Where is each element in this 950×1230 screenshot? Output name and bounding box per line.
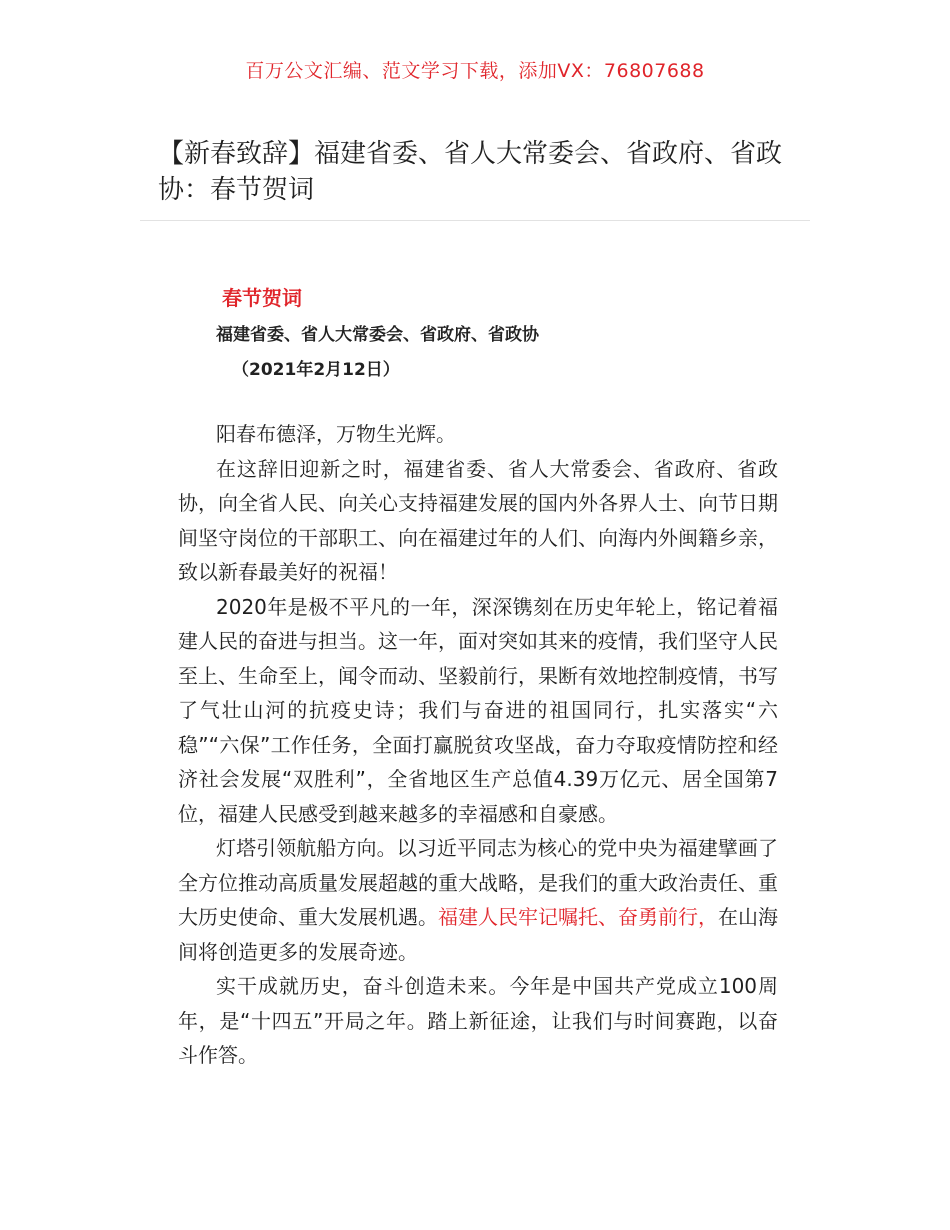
paragraph-3: 2020年是极不平凡的一年，深深镌刻在历史年轮上，铭记着福建人民的奋进与担当。这一年，面对突如其来的疫情，我们坚守人民至上、生命至上，闻令而动、坚毅前行，果断有效地控制疫情，书写了气壮山河的抗疫史诗；我们与奋进的祖国同行，扎实落实“六稳”“六保”工作任务，全面打赢脱贫攻坚战，奋力夺取疫情防控和经济社会发展“双胜利”，全省地区生产总值4.39万亿元、居全国第7位，福建人民感受到越来越多的幸福感和自豪感。 — [178, 594, 778, 826]
paragraph-4 — [178, 831, 778, 969]
promo-banner: 百万公文汇编、范文学习下载，添加VX：76807688 — [245, 60, 705, 82]
greeting-heading: 春节贺词 — [222, 286, 302, 310]
paragraph-2: 在这辞旧迎新之时，福建省委、省人大常委会、省政府、省政协，向全省人民、向关心支持福建发展的国内外各界人士、向节日期间坚守岗位的干部职工、向在福建过年的人们、向海内外闽籍乡亲，致以新春最美好的祝福！ — [178, 456, 778, 584]
paragraph-4-end: 在山海间将创造更多的发展奇迹。 — [178, 905, 778, 964]
article-title: 【新春致辞】福建省委、省人大常委会、省政府、省政协：春节贺词 — [158, 139, 783, 205]
article-body — [178, 417, 778, 1073]
title-divider — [140, 220, 810, 221]
greeting-date: （2021年2月12日） — [232, 360, 400, 380]
paragraph-4-highlight: 福建人民牢记嘱托、奋勇前行， — [438, 905, 718, 929]
paragraph-4-start: 灯塔引领航船方向。以习近平同志为核心的党中央为福建擘画了全方位推动高质量发展超越的重大战略，是我们的重大政治责任、重大历史使命、重大发展机遇。 — [178, 836, 778, 929]
paragraph-1: 阳春布德泽，万物生光辉。 — [216, 422, 456, 446]
paragraph-5: 实干成就历史，奋斗创造未来。今年是中国共产党成立100周年，是“十四五”开局之年。踏上新征途，让我们与时间赛跑，以奋斗作答。 — [178, 974, 778, 1067]
greeting-organizations: 福建省委、省人大常委会、省政府、省政协 — [216, 325, 539, 345]
